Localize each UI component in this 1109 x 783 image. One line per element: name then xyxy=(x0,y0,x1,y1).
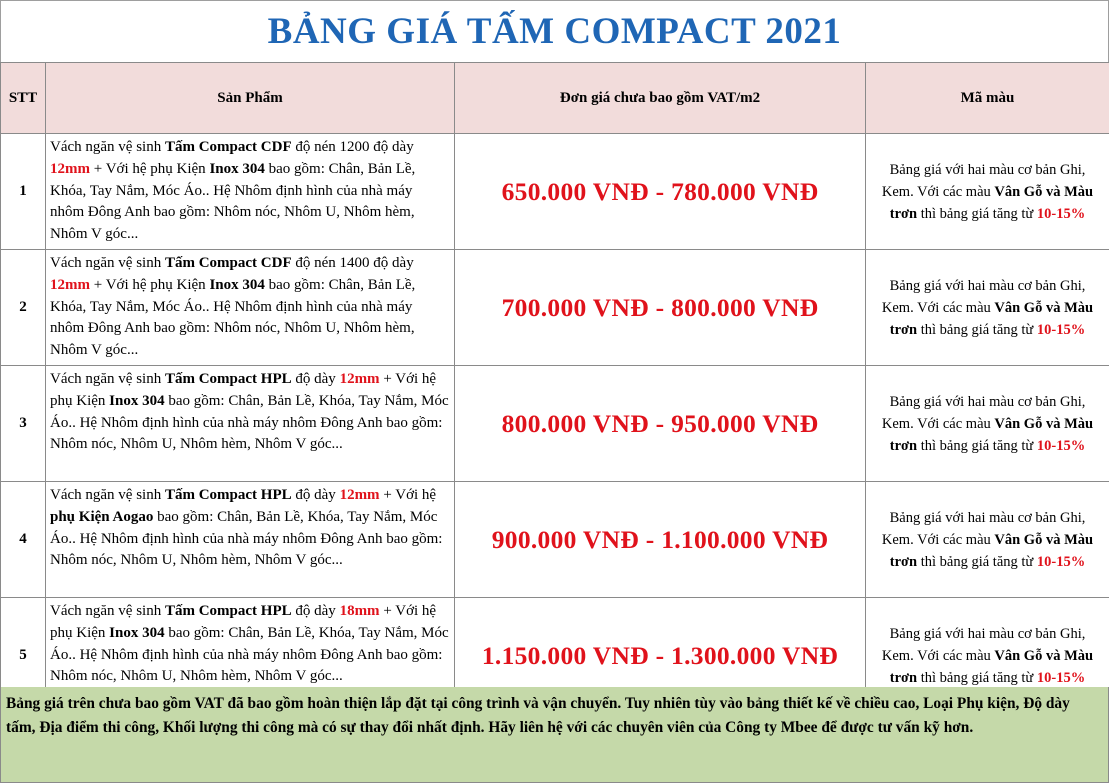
color-note-special: Vân Gỗ và Màu trơn xyxy=(889,647,1094,686)
row-color-note xyxy=(866,366,1109,482)
product-accessory: Inox 304 xyxy=(109,624,165,641)
product-accessory: Inox 304 xyxy=(209,160,265,177)
color-note-text: Bảng giá với hai màu cơ bản Ghi, Kem. Với các màu xyxy=(881,161,1086,200)
row-price: 900.000 VNĐ - 1.100.000 VNĐ xyxy=(455,482,866,598)
color-note-text: Bảng giá với hai màu cơ bản Ghi, Kem. Với các màu xyxy=(881,277,1086,316)
header-price: Đơn giá chưa bao gồm VAT/m2 xyxy=(455,63,866,134)
color-note-percent: 10-15% xyxy=(1036,437,1086,454)
product-accessory: phụ Kiện Aogao xyxy=(50,508,154,525)
row-price: 700.000 VNĐ - 800.000 VNĐ xyxy=(455,250,866,366)
color-note-percent: 10-15% xyxy=(1036,669,1086,686)
header-stt: STT xyxy=(1,63,46,134)
product-text: độ nén 1400 độ dày xyxy=(291,255,414,271)
product-text: Vách ngăn vệ sinh xyxy=(50,371,165,387)
product-text: + Với hệ phụ Kiện xyxy=(50,371,437,409)
color-note-percent: 10-15% xyxy=(1036,205,1086,222)
row-product-description xyxy=(46,482,455,598)
color-note-special: Vân Gỗ và Màu trơn xyxy=(889,183,1094,222)
color-note-percent: 10-15% xyxy=(1036,321,1086,338)
row-stt: 1 xyxy=(1,134,46,250)
page-title: BẢNG GIÁ TẤM COMPACT 2021 xyxy=(267,11,842,52)
row-color-note xyxy=(866,482,1109,598)
product-name: Tấm Compact HPL xyxy=(164,487,292,503)
row-price: 800.000 VNĐ - 950.000 VNĐ xyxy=(455,366,866,482)
table-row xyxy=(1,366,1109,482)
color-note-text: thì bảng giá tăng từ xyxy=(917,669,1037,686)
product-name: Tấm Compact HPL xyxy=(164,371,292,387)
color-note-text: Bảng giá với hai màu cơ bản Ghi, Kem. Với các màu xyxy=(881,393,1086,432)
header-row xyxy=(1,63,1109,134)
color-note-text: thì bảng giá tăng từ xyxy=(917,321,1037,338)
product-name: Tấm Compact CDF xyxy=(164,255,292,271)
product-text: độ dày xyxy=(291,487,340,503)
product-text: + Với hệ xyxy=(379,487,437,503)
color-note-text: Bảng giá với hai màu cơ bản Ghi, Kem. Với các màu xyxy=(881,625,1086,664)
product-thickness: 12mm xyxy=(339,487,380,503)
header-product: Sản Phẩm xyxy=(46,63,455,134)
color-note-text: thì bảng giá tăng từ xyxy=(917,553,1037,570)
product-text: + Với hệ phụ Kiện xyxy=(50,603,437,641)
row-product-description xyxy=(46,250,455,366)
header-color: Mã màu xyxy=(866,63,1109,134)
product-text: bao gồm: Chân, Bản Lề, Khóa, Tay Nắm, Móc Áo.. Hệ Nhôm định hình của nhà máy nhôm Đông Anh bao gồm: Nhôm nóc, Nhôm U, Nhôm hèm, Nhôm V góc... xyxy=(50,392,449,453)
product-text: Vách ngăn vệ sinh xyxy=(50,139,165,155)
color-note-percent: 10-15% xyxy=(1036,553,1086,570)
product-text: + Với hệ phụ Kiện xyxy=(90,276,210,293)
product-text: bao gồm: Chân, Bản Lề, Khóa, Tay Nắm, Móc Áo.. Hệ Nhôm định hình của nhà máy nhôm Đông Anh bao gồm: Nhôm nóc, Nhôm U, Nhôm hèm, Nhôm V góc... xyxy=(50,508,443,569)
row-stt: 3 xyxy=(1,366,46,482)
product-text: Vách ngăn vệ sinh xyxy=(50,487,165,503)
row-color-note xyxy=(866,250,1109,366)
table-row xyxy=(1,250,1109,366)
product-name: Tấm Compact CDF xyxy=(164,139,292,155)
product-text: bao gồm: Chân, Bản Lề, Khóa, Tay Nắm, Móc Áo.. Hệ Nhôm định hình của nhà máy nhôm Đông Anh bao gồm: Nhôm nóc, Nhôm U, Nhôm hèm, Nhôm V góc... xyxy=(50,276,416,359)
product-text: Vách ngăn vệ sinh xyxy=(50,603,165,619)
color-note-text: thì bảng giá tăng từ xyxy=(917,205,1037,222)
product-text: + Với hệ phụ Kiện xyxy=(90,160,210,177)
row-product-description xyxy=(46,134,455,250)
row-color-note xyxy=(866,134,1109,250)
product-text: Vách ngăn vệ sinh xyxy=(50,255,165,271)
table-row xyxy=(1,482,1109,598)
row-price: 1.150.000 VNĐ - 1.300.000 VNĐ xyxy=(455,598,866,714)
product-accessory: Inox 304 xyxy=(209,276,265,293)
title-row xyxy=(0,0,1109,62)
color-note-special: Vân Gỗ và Màu trơn xyxy=(889,531,1094,570)
row-stt: 4 xyxy=(1,482,46,598)
color-note-special: Vân Gỗ và Màu trơn xyxy=(889,299,1094,338)
product-thickness: 12mm xyxy=(50,160,90,177)
product-text: độ dày xyxy=(291,603,340,619)
table-row xyxy=(1,134,1109,250)
row-product-description xyxy=(46,366,455,482)
product-name: Tấm Compact HPL xyxy=(164,603,292,619)
color-note-text: Bảng giá với hai màu cơ bản Ghi, Kem. Với các màu xyxy=(881,509,1086,548)
price-table xyxy=(0,62,1109,714)
row-stt: 5 xyxy=(1,598,46,714)
product-text: bao gồm: Chân, Bản Lề, Khóa, Tay Nắm, Móc Áo.. Hệ Nhôm định hình của nhà máy nhôm Đông Anh bao gồm: Nhôm nóc, Nhôm U, Nhôm hèm, Nhôm V góc... xyxy=(50,160,416,243)
product-text: bao gồm: Chân, Bản Lề, Khóa, Tay Nắm, Móc Áo.. Hệ Nhôm định hình của nhà máy nhôm Đông Anh bao gồm: Nhôm nóc, Nhôm U, Nhôm hèm, Nhôm V góc... xyxy=(50,624,449,685)
product-text: độ dày xyxy=(291,371,340,387)
product-thickness: 12mm xyxy=(339,371,380,387)
product-thickness: 18mm xyxy=(339,603,380,619)
product-accessory: Inox 304 xyxy=(109,392,165,409)
color-note-special: Vân Gỗ và Màu trơn xyxy=(889,415,1094,454)
row-price: 650.000 VNĐ - 780.000 VNĐ xyxy=(455,134,866,250)
product-thickness: 12mm xyxy=(50,276,90,293)
row-stt: 2 xyxy=(1,250,46,366)
color-note-text: thì bảng giá tăng từ xyxy=(917,437,1037,454)
footer-note: Bảng giá trên chưa bao gồm VAT đã bao gồm hoàn thiện lắp đặt tại công trình và vận chuyển. Tuy nhiên tùy vào bảng thiết kế về chiều cao, Loại Phụ kiện, Độ dày tấm, Địa điểm thi công, Khối lượng thi công mà có sự thay đổi nhất định. Hãy liên hệ với các chuyên viên của Công ty Mbee để được tư vấn kỹ hơn. xyxy=(0,687,1109,783)
product-text: độ nén 1200 độ dày xyxy=(291,139,414,155)
